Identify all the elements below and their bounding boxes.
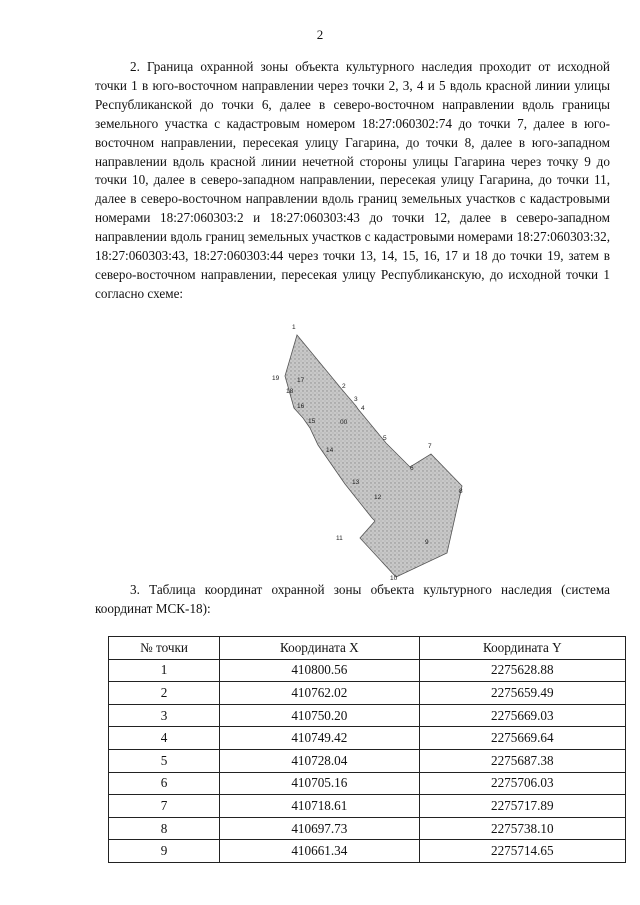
cell-point: 1 bbox=[109, 659, 220, 682]
point-label-16: 16 bbox=[297, 403, 305, 410]
protection-zone-polygon bbox=[285, 335, 462, 577]
point-label-14: 14 bbox=[326, 447, 334, 454]
table-row bbox=[109, 795, 626, 818]
table-row bbox=[109, 840, 626, 863]
table-row bbox=[109, 682, 626, 705]
cell-point: 3 bbox=[109, 704, 220, 727]
cell-x: 410750.20 bbox=[220, 704, 419, 727]
point-label-13: 13 bbox=[352, 479, 360, 486]
table-header-row bbox=[109, 637, 626, 660]
table-row bbox=[109, 727, 626, 750]
coordinates-table bbox=[108, 636, 626, 863]
point-label-5: 5 bbox=[383, 435, 387, 442]
section-2-text: Граница охранной зоны объекта культурного наследия проходит от исходной точки 1 в юго-восточном направлении через точки 2, 3, 4 и 5 вдоль красной линии улицы Республиканской до точки 6, далее в северо-восточном направлении вдоль границы земельного участка с кадастровым номером 18:27:060302:74 до точки 7, далее в юго-восточном направлении, пересекая улицу Гагарина, до точки 8, далее в юго-западном направлении вдоль красной линии нечетной стороны улицы Гагарина через точку 9 до точки 10, далее в северо-западном направлении, пересекая улицу Гагарина, до точки 11, далее в северо-восточном направлении вдоль границ земельных участков с кадастровыми номерами 18:27:060303:2 и 18:27:060303:43 до точки 12, далее в северо-западном направлении вдоль границ земельных участков с кадастровыми номерами 18:27:060303:32, 18:27:060303:43, 18:27:060303:44 через точки 13, 14, 15, 16, 17 и 18 до точки 19, затем в северо-восточном направлении, пересекая улицу Республиканскую, до исходной точки 1 согласно схеме: bbox=[95, 59, 610, 301]
inner-label: 00 bbox=[340, 419, 348, 426]
cell-point: 8 bbox=[109, 817, 220, 840]
point-label-1: 1 bbox=[292, 324, 296, 331]
point-label-2: 2 bbox=[342, 383, 346, 390]
page-number: 2 bbox=[316, 27, 324, 42]
header-point-number: № точки bbox=[109, 637, 220, 660]
point-label-18: 18 bbox=[286, 388, 294, 395]
section-2-number: 2. bbox=[130, 59, 140, 74]
table-row bbox=[109, 704, 626, 727]
cell-y: 2275669.64 bbox=[419, 727, 625, 750]
cell-y: 2275717.89 bbox=[419, 795, 625, 818]
cell-y: 2275669.03 bbox=[419, 704, 625, 727]
cell-x: 410718.61 bbox=[220, 795, 419, 818]
header-coordinate-y: Координата Y bbox=[419, 637, 625, 660]
point-label-12: 12 bbox=[374, 494, 382, 501]
point-label-4: 4 bbox=[361, 405, 365, 412]
cell-point: 4 bbox=[109, 727, 220, 750]
section-3-paragraph bbox=[95, 581, 610, 619]
table-row bbox=[109, 659, 626, 682]
zone-scheme bbox=[270, 318, 470, 588]
point-label-6: 6 bbox=[410, 465, 414, 472]
point-label-17: 17 bbox=[297, 377, 305, 384]
cell-x: 410697.73 bbox=[220, 817, 419, 840]
table-row bbox=[109, 817, 626, 840]
table-row bbox=[109, 749, 626, 772]
point-label-15: 15 bbox=[308, 418, 316, 425]
point-label-19: 19 bbox=[272, 375, 280, 382]
point-label-3: 3 bbox=[354, 396, 358, 403]
point-label-9: 9 bbox=[425, 539, 429, 546]
cell-x: 410762.02 bbox=[220, 682, 419, 705]
cell-y: 2275628.88 bbox=[419, 659, 625, 682]
cell-x: 410661.34 bbox=[220, 840, 419, 863]
table-row bbox=[109, 772, 626, 795]
cell-x: 410705.16 bbox=[220, 772, 419, 795]
point-label-11: 11 bbox=[336, 535, 343, 542]
cell-y: 2275659.49 bbox=[419, 682, 625, 705]
cell-point: 5 bbox=[109, 749, 220, 772]
section-3-text: Таблица координат охранной зоны объекта культурного наследия (система координат МСК-18): bbox=[95, 582, 610, 616]
cell-y: 2275714.65 bbox=[419, 840, 625, 863]
cell-point: 2 bbox=[109, 682, 220, 705]
cell-point: 7 bbox=[109, 795, 220, 818]
section-2-paragraph bbox=[95, 58, 610, 304]
cell-point: 9 bbox=[109, 840, 220, 863]
header-coordinate-x: Координата X bbox=[220, 637, 419, 660]
zone-scheme-svg bbox=[270, 318, 470, 588]
cell-y: 2275738.10 bbox=[419, 817, 625, 840]
cell-y: 2275687.38 bbox=[419, 749, 625, 772]
point-label-7: 7 bbox=[428, 443, 432, 450]
cell-point: 6 bbox=[109, 772, 220, 795]
point-label-10: 10 bbox=[390, 575, 398, 582]
cell-y: 2275706.03 bbox=[419, 772, 625, 795]
cell-x: 410728.04 bbox=[220, 749, 419, 772]
cell-x: 410800.56 bbox=[220, 659, 419, 682]
point-label-8: 8 bbox=[459, 488, 463, 495]
section-3-number: 3. bbox=[130, 582, 140, 597]
cell-x: 410749.42 bbox=[220, 727, 419, 750]
